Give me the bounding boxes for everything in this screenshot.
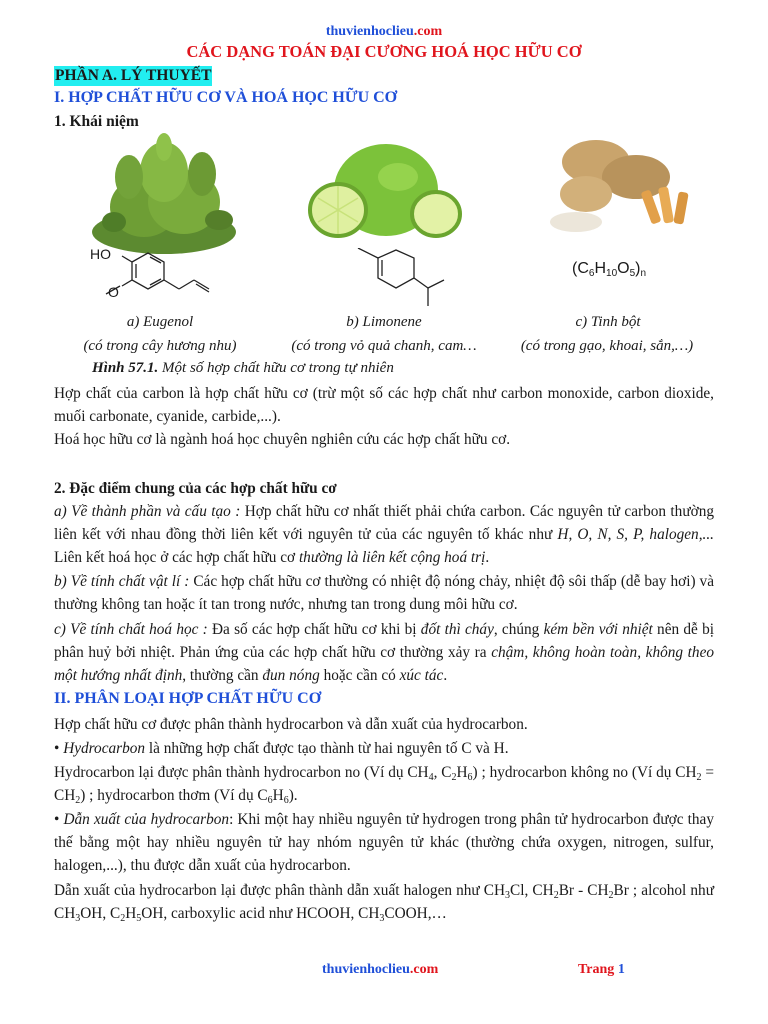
heading-2: II. PHÂN LOẠI HỢP CHẤT HỮU CƠ — [54, 690, 322, 707]
feature-a-paragraph: a) Về thành phần và cấu tạo : Hợp chất hữu cơ nhất thiết phải chứa carbon. Các nguyên tử carbon thường liên kết với nhau đồng thời liên kết với nguyên tử của các nguyên tố khác như H, O, N, S, P, halogen,... Liên kết hoá học ở các hợp chất hữu cơ thường là liên kết cộng hoá trị. — [54, 503, 715, 566]
footer-page: Trang 1 — [578, 962, 625, 977]
starch-formula: $(C_6H_{10}O_5)_n$ — [572, 260, 647, 279]
eugenol-o-label: O — [108, 284, 119, 300]
section-a-heading: PHẦN A. LÝ THUYẾT — [55, 67, 212, 84]
eugenol-structure — [84, 242, 254, 310]
feature-b-paragraph: b) Về tính chất vật lí : Các hợp chất hữu cơ thường có nhiệt độ nóng chảy, nhiệt độ sôi thấp (dễ bay hơi) và thường không tan hoặc ít tan trong nước, nhưng tan trong dung môi hữu cơ. — [54, 573, 714, 613]
document-title: CÁC DẠNG TOÁN ĐẠI CƯƠNG HOÁ HỌC HỮU CƠ — [186, 42, 582, 61]
eugenol-ho-label: HO — [90, 246, 111, 262]
classify-intro: Hợp chất hữu cơ được phân thành hydrocarbon và dẫn xuất của hydrocarbon. — [54, 716, 528, 733]
figure-source-b: (có trong vỏ quả chanh, cam… — [291, 338, 477, 354]
limonene-figure — [298, 132, 468, 308]
heading-1: I. HỢP CHẤT HỮU CƠ VÀ HOÁ HỌC HỮU CƠ — [54, 89, 398, 106]
figure-label-b: b) Limonene — [346, 314, 422, 330]
footer-site: thuvienhoclieu.com — [322, 962, 439, 977]
bullet-derivative: • Dẫn xuất của hydrocarbon: Khi một hay nhiều nguyên tử hydrogen trong phân tử hydrocarbon được thay thế bằng một hay nhiều nguyên tử hay nhóm nguyên tử khác (thường chứa oxygen, nitrogen, sulfur, halogen,...), thu được dẫn xuất của hydrocarbon. — [54, 811, 714, 874]
bullet-dot-icon: • — [54, 740, 64, 757]
figure-label-c: c) Tinh bột — [575, 314, 641, 330]
limonene-structure-drawing — [328, 248, 448, 312]
feature-c-paragraph: c) Về tính chất hoá học : Đa số các hợp chất hữu cơ khi bị đốt thì cháy, chúng kém bền với nhiệt nên dễ bị phân huỷ bởi nhiệt. Phản ứng của các hợp chất hữu cơ thường xảy ra chậm, không hoàn toàn, không theo một hướng nhất định, thường cần đun nóng hoặc cần có xúc tác. — [54, 621, 715, 684]
site-header: thuvienhoclieu.com — [325, 24, 443, 39]
bullet-hydrocarbon: • Hydrocarbon là những hợp chất được tạo thành từ hai nguyên tố C và H. — [54, 740, 509, 757]
limes-image — [298, 132, 468, 252]
definition-paragraph-2: Hoá học hữu cơ là ngành hoá học chuyên nghiên cứu các hợp chất hữu cơ. — [54, 431, 511, 448]
starch-figure — [526, 132, 704, 308]
subheading-1: 1. Khái niệm — [54, 113, 139, 130]
figure-source-a: (có trong cây hương nhu) — [83, 338, 237, 354]
definition-paragraph-1: Hợp chất của carbon là hợp chất hữu cơ (trừ một số các hợp chất như carbon monoxide, carbon dioxide, muối carbonate, cyanide, carbide,...). — [54, 385, 714, 425]
figure-source-c: (có trong gạo, khoai, sắn,…) — [520, 338, 694, 354]
figure-caption: Hình 57.1. Một số hợp chất hữu cơ trong tự nhiên — [92, 360, 394, 376]
bullet-dot-icon: • — [54, 811, 64, 828]
subheading-2: 2. Đặc điểm chung của các hợp chất hữu cơ — [54, 480, 337, 497]
derivative-types-paragraph: Dẫn xuất của hydrocarbon lại được phân thành dẫn xuất halogen như $CH_3Cl$, $CH_2Br - CH_2Br$ ; alcohol như $CH_3OH$, $C_2H_5OH$, carboxylic acid như HCOOH, $CH_3COOH,\dots$ — [54, 882, 714, 924]
hydrocarbon-types-paragraph: Hydrocarbon lại được phân thành hydrocarbon no (Ví dụ $CH_4$, $C_2H_6$) ; hydrocarbon không no (Ví dụ $CH_2 = CH_2$) ; hydrocarbon thơm (Ví dụ $C_6H_6$). — [54, 764, 714, 806]
figure-label-a: a) Eugenol — [126, 314, 194, 330]
potato-pasta-image — [526, 132, 704, 242]
